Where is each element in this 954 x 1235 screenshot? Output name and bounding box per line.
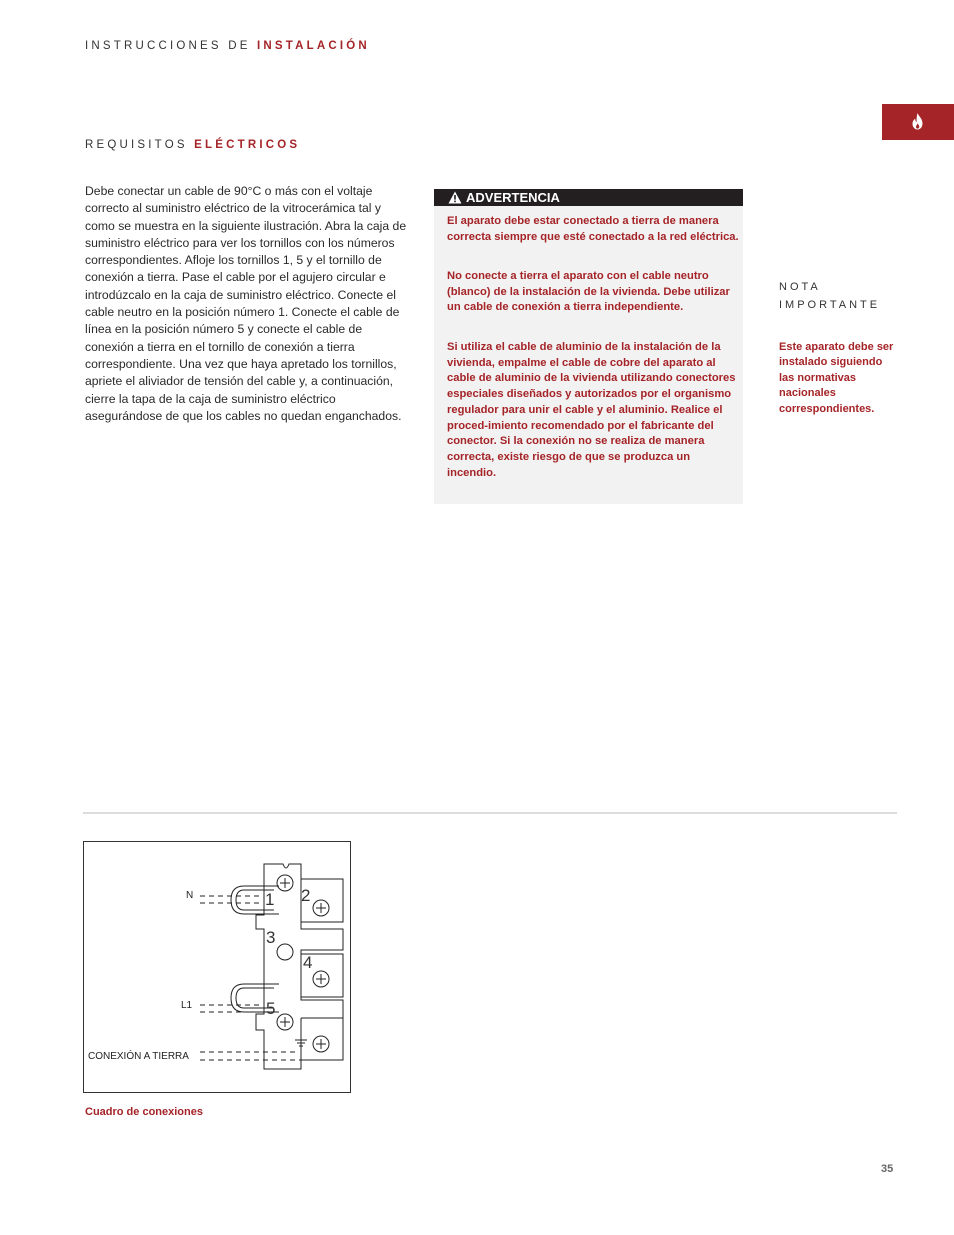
warning-triangle-icon	[448, 191, 462, 204]
wiring-diagram	[83, 841, 351, 1093]
section-title	[85, 139, 300, 151]
note-label	[779, 278, 880, 314]
terminal-number: 2	[301, 886, 311, 905]
line-label: L1	[181, 1000, 193, 1011]
note-text: Este aparato debe ser instalado siguiendo las normativas nacionales correspondientes.	[779, 341, 894, 415]
warning-paragraph: No conecte a tierra el aparato con el cable neutro (blanco) de la instalación de la vivienda. Debe utilizar un cable de conexión a tierra independiente.	[447, 270, 730, 314]
terminal-number: 4	[303, 953, 313, 972]
header-accent: INSTALACIÓN	[256, 40, 370, 52]
ground-label: CONEXIÓN A TIERRA	[88, 1051, 189, 1062]
page-number: 35	[881, 1163, 894, 1175]
section-tab	[882, 104, 954, 140]
section-title-accent: ELÉCTRICOS	[194, 139, 301, 151]
section-divider	[83, 812, 897, 814]
note-label-line2: IMPORTANTE	[779, 299, 881, 311]
warning-bar	[434, 189, 743, 206]
neutral-label: N	[186, 890, 194, 901]
document-header	[85, 40, 370, 52]
warning-paragraph: Si utiliza el cable de aluminio de la instalación de la vivienda, empalme el cable de cobre del aparato al cable de aluminio de la vivienda utilizando conectores especiales diseñados y autorizados por el organismo regulador para unir el cable y el aluminio. Realice el proced-imiento recomendado por el fabricante del conector. Si la conexión no se realiza de manera correcta, existe riesgo de que se produzca un incendio.	[447, 341, 736, 479]
warning-title: ADVERTENCIA	[466, 190, 560, 205]
instructions-paragraph: Debe conectar un cable de 90°C o más con el voltaje correcto al suministro eléctrico de la vitrocerámica tal y como se muestra en la siguiente ilustración. Abra la caja de suministro eléctrico para ver los tornillos con los números correspondientes. Afloje los tornillos 1, 5 y el tornillo de conexión a tierra. Pase el cable por el agujero circular e introdúzcalo en la caja de suministro eléctrico. Conecte el cable neutro en la posición número 1. Conecte el cable de línea en la posición número 5 y conecte el cable de conexión a tierra en el tornillo de conexión a tierra correspondiente. Una vez que haya apretado los tornillos, apriete el aliviador de tensión del cable y, a continuación, cierre la tapa de la caja de suministro eléctrico asegurándose de que los cables no quedan enganchados.	[85, 184, 407, 423]
section-title-prefix: REQUISITOS	[85, 139, 188, 151]
warning-box	[434, 189, 743, 504]
flame-icon	[911, 113, 924, 130]
terminal-number: 5	[266, 999, 276, 1018]
figure-caption: Cuadro de conexiones	[85, 1106, 203, 1118]
note-label-line1: NOTA	[779, 281, 821, 293]
header-prefix: INSTRUCCIONES DE	[85, 40, 251, 52]
terminal-number: 3	[266, 928, 276, 947]
terminal-number: 1	[265, 890, 275, 909]
warning-paragraph: El aparato debe estar conectado a tierra de manera correcta siempre que esté conectado a la red eléctrica.	[447, 215, 739, 243]
